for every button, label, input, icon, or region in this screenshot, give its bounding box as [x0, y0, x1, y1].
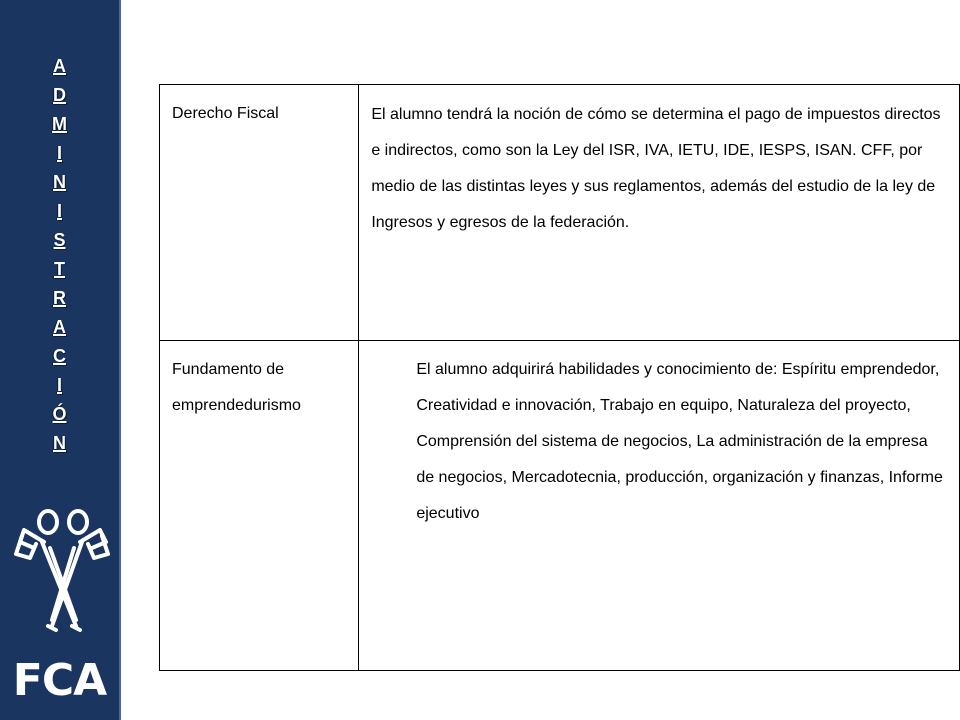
- vertical-title-administracion: [0, 52, 119, 458]
- title-letter: T: [54, 259, 65, 279]
- table-row: [160, 341, 960, 671]
- table-row: [160, 85, 960, 341]
- description-cell: [359, 341, 960, 671]
- title-letter: R: [53, 288, 66, 308]
- title-letter: A: [53, 56, 66, 76]
- title-letter: I: [56, 143, 62, 163]
- title-letter: S: [53, 230, 66, 250]
- title-letter: A: [53, 317, 66, 337]
- title-letter: N: [53, 433, 66, 453]
- title-letter: I: [56, 375, 62, 395]
- subject-label: Derecho Fiscal: [172, 105, 279, 122]
- title-letter: D: [53, 85, 66, 105]
- sidebar: [0, 0, 121, 720]
- description-text: El alumno adquirirá habilidades y conocimiento de: Espíritu emprendedor, Creatividad e innovación, Trabajo en equipo, Naturaleza del proyecto, Comprensión del sistema de negocios, La administración de la empresa de negocios, Mercadotecnia, producción, organización y finanzas, Informe ejecutivo: [416, 361, 943, 522]
- title-letter: I: [56, 201, 62, 221]
- description-text: El alumno tendrá la noción de cómo se determina el pago de impuestos directos e indirectos, como son la Ley del ISR, IVA, IETU, IDE, IESPS, ISAN. CFF, por medio de las distintas leyes y sus reglamentos, además del estudio de la ley de Ingresos y egresos de la federación.: [371, 106, 941, 231]
- fca-brand-text: FCA: [12, 655, 107, 706]
- title-letter: Ó: [52, 404, 67, 424]
- subject-cell: [160, 85, 359, 341]
- title-letter: M: [52, 114, 67, 134]
- title-letter: C: [53, 346, 66, 366]
- subject-label: Fundamento de emprendedurismo: [172, 361, 301, 414]
- subject-cell: [160, 341, 359, 671]
- title-letter: N: [53, 172, 66, 192]
- course-table: [159, 84, 960, 671]
- description-cell: [359, 85, 960, 341]
- fca-figure-logo: [12, 508, 112, 636]
